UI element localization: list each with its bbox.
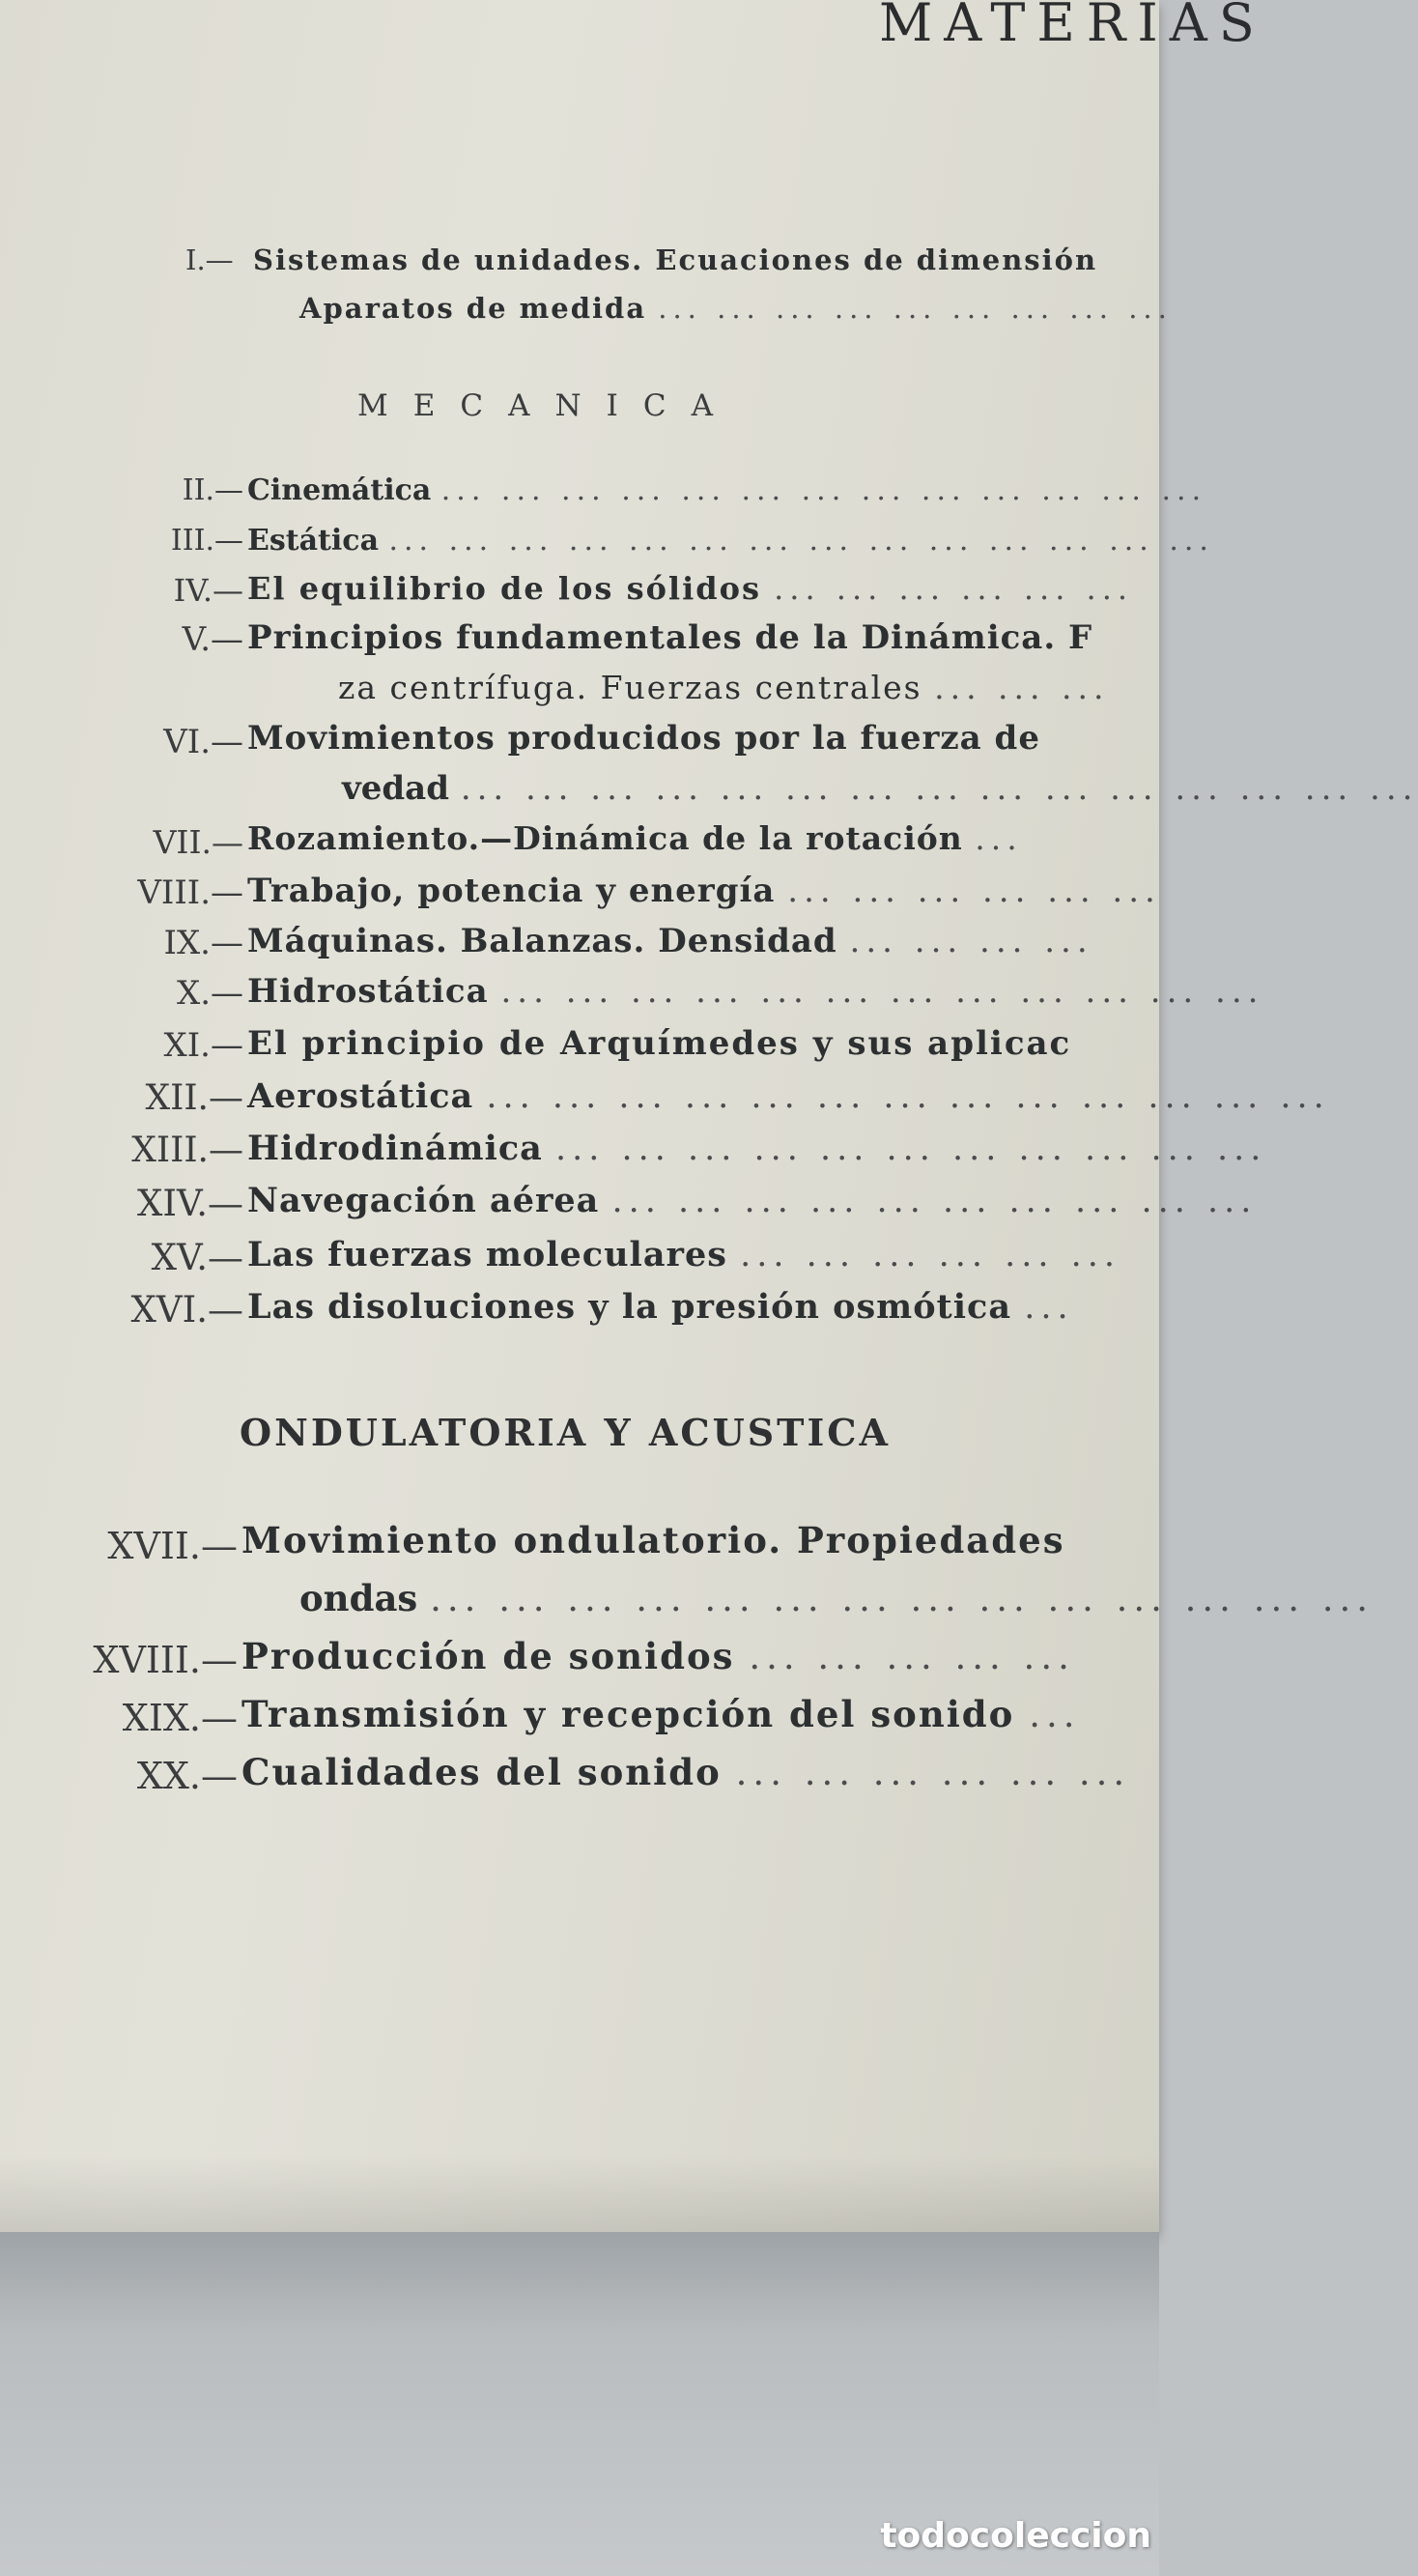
- dot-leader: ...: [1024, 1288, 1074, 1327]
- entry-title: Producción de sonidos ... ... ... ... ...: [241, 1635, 1075, 1677]
- dot-leader: ...: [1029, 1694, 1081, 1735]
- dot-leader: ... ... ... ... ...: [749, 1636, 1075, 1677]
- entry-title: Hidrostática ... ... ... ... ... ... ... ... ... ... ... ...: [247, 972, 1264, 1011]
- dot-leader: ... ... ... ... ... ... ... ... ... ...: [611, 1182, 1258, 1220]
- entry-number: XII.—: [145, 1078, 243, 1118]
- entry-number: XVIII.—: [93, 1639, 238, 1681]
- dot-leader: ... ... ... ... ... ... ... ... ... ... ... ... ...: [486, 1077, 1330, 1116]
- dot-leader: ... ... ... ... ... ... ... ... ... ... ... ...: [500, 972, 1264, 1011]
- entry-title: El equilibrio de los sólidos ... ... ... ... ... ...: [247, 570, 1134, 607]
- entry-title: Transmisión y recepción del sonido ...: [241, 1693, 1081, 1735]
- dot-leader: ... ... ... ... ... ... ... ... ... ... ... ... ... ... ...: [460, 769, 1418, 808]
- entry-number: II.—: [182, 473, 243, 507]
- entry-title: Trabajo, potencia y energía ... ... ... ... ... ...: [247, 872, 1161, 910]
- entry-title: Máquinas. Balanzas. Densidad ... ... ... ...: [247, 922, 1093, 960]
- entry-continuation: za centrífuga. Fuerzas centrales ... ... ...: [338, 669, 1110, 706]
- entry-continuation: vedad ... ... ... ... ... ... ... ... ... ... ... ... ... ... ...: [342, 769, 1418, 808]
- section-heading-ondulatoria: ONDULATORIA Y ACUSTICA: [240, 1411, 891, 1454]
- section-heading-mecanica: MECANICA: [357, 388, 738, 423]
- entry-title: Cinemática ... ... ... ... ... ... ... ... ... ... ... ... ...: [247, 473, 1207, 507]
- entry-title: Aerostática ... ... ... ... ... ... ... ... ... ... ... ... ...: [247, 1076, 1330, 1116]
- entry-number: IX.—: [163, 924, 243, 962]
- entry-number: XIV.—: [137, 1183, 243, 1224]
- entry-number: XIX.—: [122, 1697, 238, 1739]
- entry-number: XI.—: [163, 1026, 243, 1065]
- entry-title: El principio de Arquímedes y sus aplicac: [247, 1024, 1072, 1063]
- dot-leader: ... ... ... ... ... ... ... ... ...: [658, 292, 1173, 325]
- entry-number: VIII.—: [137, 873, 243, 912]
- watermark-logo: todocoleccion: [880, 2516, 1151, 2556]
- entry-number: VI.—: [163, 723, 243, 761]
- dot-leader: ... ... ... ... ... ... ... ... ... ... ... ... ... ...: [388, 524, 1214, 558]
- page-title: MATERIAS: [879, 0, 1266, 53]
- entry-number: XVII.—: [107, 1525, 238, 1567]
- dot-leader: ... ... ... ... ... ...: [735, 1752, 1131, 1793]
- entry-title: Movimientos producidos por la fuerza de: [247, 719, 1040, 758]
- dot-leader: ... ... ... ... ... ...: [774, 570, 1134, 607]
- entry-title: Sistemas de unidades. Ecuaciones de dimensión: [253, 243, 1098, 276]
- dot-leader: ... ... ... ... ... ...: [740, 1236, 1120, 1274]
- entry-number: XVI.—: [130, 1289, 243, 1331]
- dot-leader: ... ... ... ... ... ... ... ... ... ... ...: [555, 1130, 1267, 1168]
- dot-leader: ... ... ... ... ... ... ... ... ... ... ... ... ... ...: [430, 1578, 1375, 1619]
- dot-leader: ... ... ...: [934, 669, 1110, 706]
- dot-leader: ... ... ... ... ... ... ... ... ... ... ... ... ...: [440, 473, 1207, 507]
- entry-title: Estática ... ... ... ... ... ... ... ... ... ... ... ... ... ...: [247, 524, 1214, 558]
- dot-leader: ... ... ... ...: [849, 922, 1093, 960]
- entry-title: Navegación aérea ... ... ... ... ... ... ... ... ... ...: [247, 1181, 1258, 1220]
- entry-number: XIII.—: [131, 1131, 243, 1170]
- entry-continuation: [299, 292, 1173, 325]
- entry-title: Movimiento ondulatorio. Propiedades: [241, 1519, 1065, 1561]
- entry-title: Principios fundamentales de la Dinámica. F: [247, 618, 1093, 657]
- entry-number: X.—: [176, 974, 243, 1013]
- entry-number: I.—: [185, 243, 234, 276]
- entry-title: Las fuerzas moleculares ... ... ... ... ... ...: [247, 1235, 1120, 1274]
- entry-number: IV.—: [173, 572, 243, 609]
- entry-number: III.—: [170, 524, 243, 558]
- entry-title: Las disoluciones y la presión osmótica ...: [247, 1287, 1074, 1327]
- entry-continuation: ondas ... ... ... ... ... ... ... ... ... ... ... ... ... ...: [299, 1577, 1375, 1619]
- entry-title: Hidrodinámica ... ... ... ... ... ... ... ... ... ... ...: [247, 1129, 1267, 1168]
- entry-number: XX.—: [136, 1755, 238, 1797]
- entry-number: XV.—: [151, 1237, 243, 1278]
- entry-title: Rozamiento.—Dinámica de la rotación ...: [247, 819, 1023, 857]
- dot-leader: ...: [975, 819, 1023, 857]
- entry-number: VII.—: [153, 823, 243, 861]
- entry-title: Cualidades del sonido ... ... ... ... ... ...: [241, 1751, 1131, 1793]
- dot-leader: ... ... ... ... ... ...: [787, 872, 1161, 910]
- entry-continuation-text: Aparatos de medida: [299, 292, 647, 325]
- entry-number: V.—: [182, 620, 243, 659]
